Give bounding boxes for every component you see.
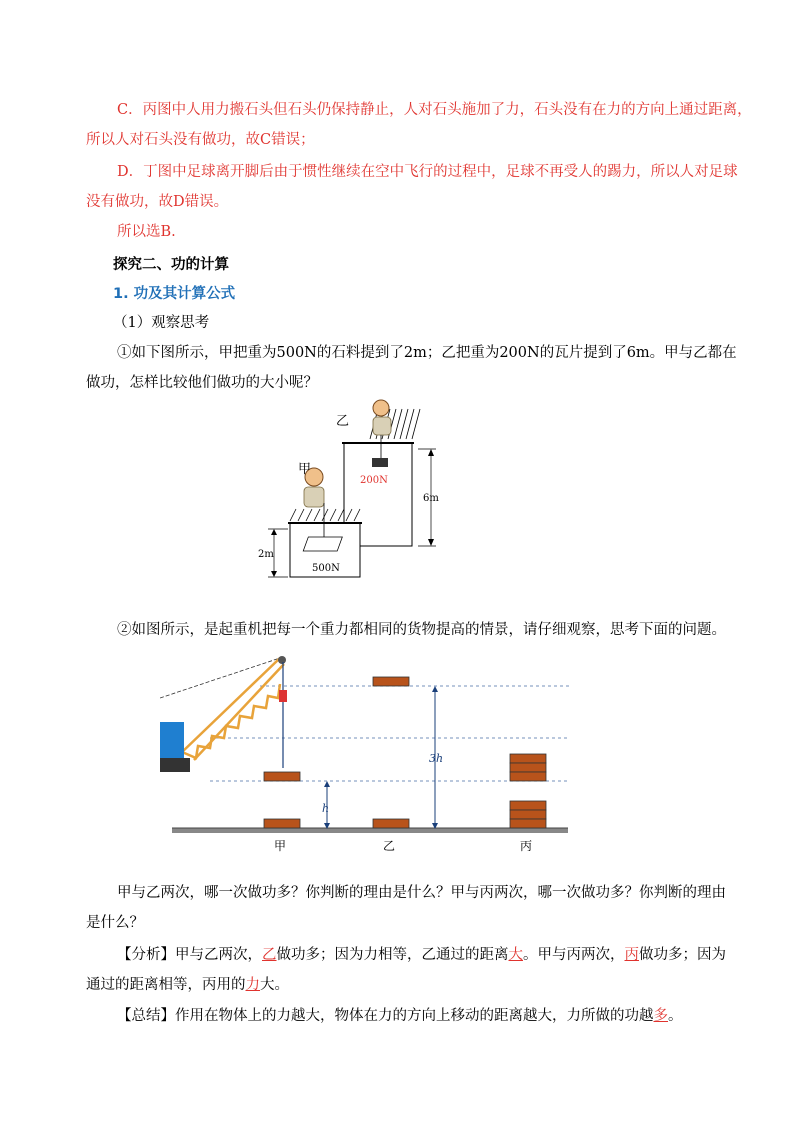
analysis-line1: 【分析】甲与乙两次，乙做功多；因为力相等，乙通过的距离大。甲与丙两次，丙做功多；因为 <box>117 947 726 963</box>
analysis-line2: 通过的距离相等，丙用的力大。 <box>86 977 289 993</box>
label-yi: 乙 <box>336 414 350 429</box>
question3-line2: 是什么？ <box>86 915 144 931</box>
figure-lifting-workers <box>250 395 450 585</box>
subsection-heading: 1. 功及其计算公式 <box>113 286 236 302</box>
summary-line: 【总结】作用在物体上的力越大，物体在力的方向上移动的距离越大，力所做的功越多。 <box>117 1008 683 1024</box>
label-h: h <box>322 802 330 815</box>
weight-yi: 200N <box>360 475 388 486</box>
para-c-line2: 所以人对石头没有做功，故C错误； <box>86 132 315 148</box>
answer-line: 所以选B. <box>117 224 176 240</box>
height-jia: 2m <box>258 549 274 560</box>
question3-line1: 甲与乙两次，哪一次做功多？你判断的理由是什么？甲与丙两次，哪一次做功多？你判断的理由 <box>117 885 726 901</box>
crane-label-jia: 甲 <box>274 839 287 853</box>
question1-line1: ①如下图所示，甲把重为500N的石料提到了2m；乙把重为200N的瓦片提到了6m。甲与乙都在 <box>117 345 737 361</box>
observe-heading: （1）观察思考 <box>113 315 210 331</box>
label-jia: 甲 <box>298 462 312 477</box>
figure-crane-boxes <box>160 650 580 860</box>
question1-line2: 做功，怎样比较他们做功的大小呢？ <box>86 375 318 391</box>
para-d-line1: D．丁图中足球离开脚后由于惯性继续在空中飞行的过程中，足球不再受人的踢力，所以人对足球 <box>117 164 738 180</box>
question2-line: ②如图所示，是起重机把每一个重力都相同的货物提高的情景，请仔细观察，思考下面的问题。 <box>117 622 726 638</box>
section-heading: 探究二、功的计算 <box>113 257 229 273</box>
label-3h: 3h <box>429 752 444 765</box>
weight-jia: 500N <box>312 563 340 574</box>
crane-label-bing: 丙 <box>520 839 533 853</box>
crane-label-yi: 乙 <box>383 839 396 853</box>
para-d-line2: 没有做功，故D错误。 <box>86 194 229 210</box>
height-yi: 6m <box>423 493 439 504</box>
para-c-line1: C．丙图中人用力搬石头但石头仍保持静止，人对石头施加了力，石头没有在力的方向上通过距离， <box>117 102 752 118</box>
